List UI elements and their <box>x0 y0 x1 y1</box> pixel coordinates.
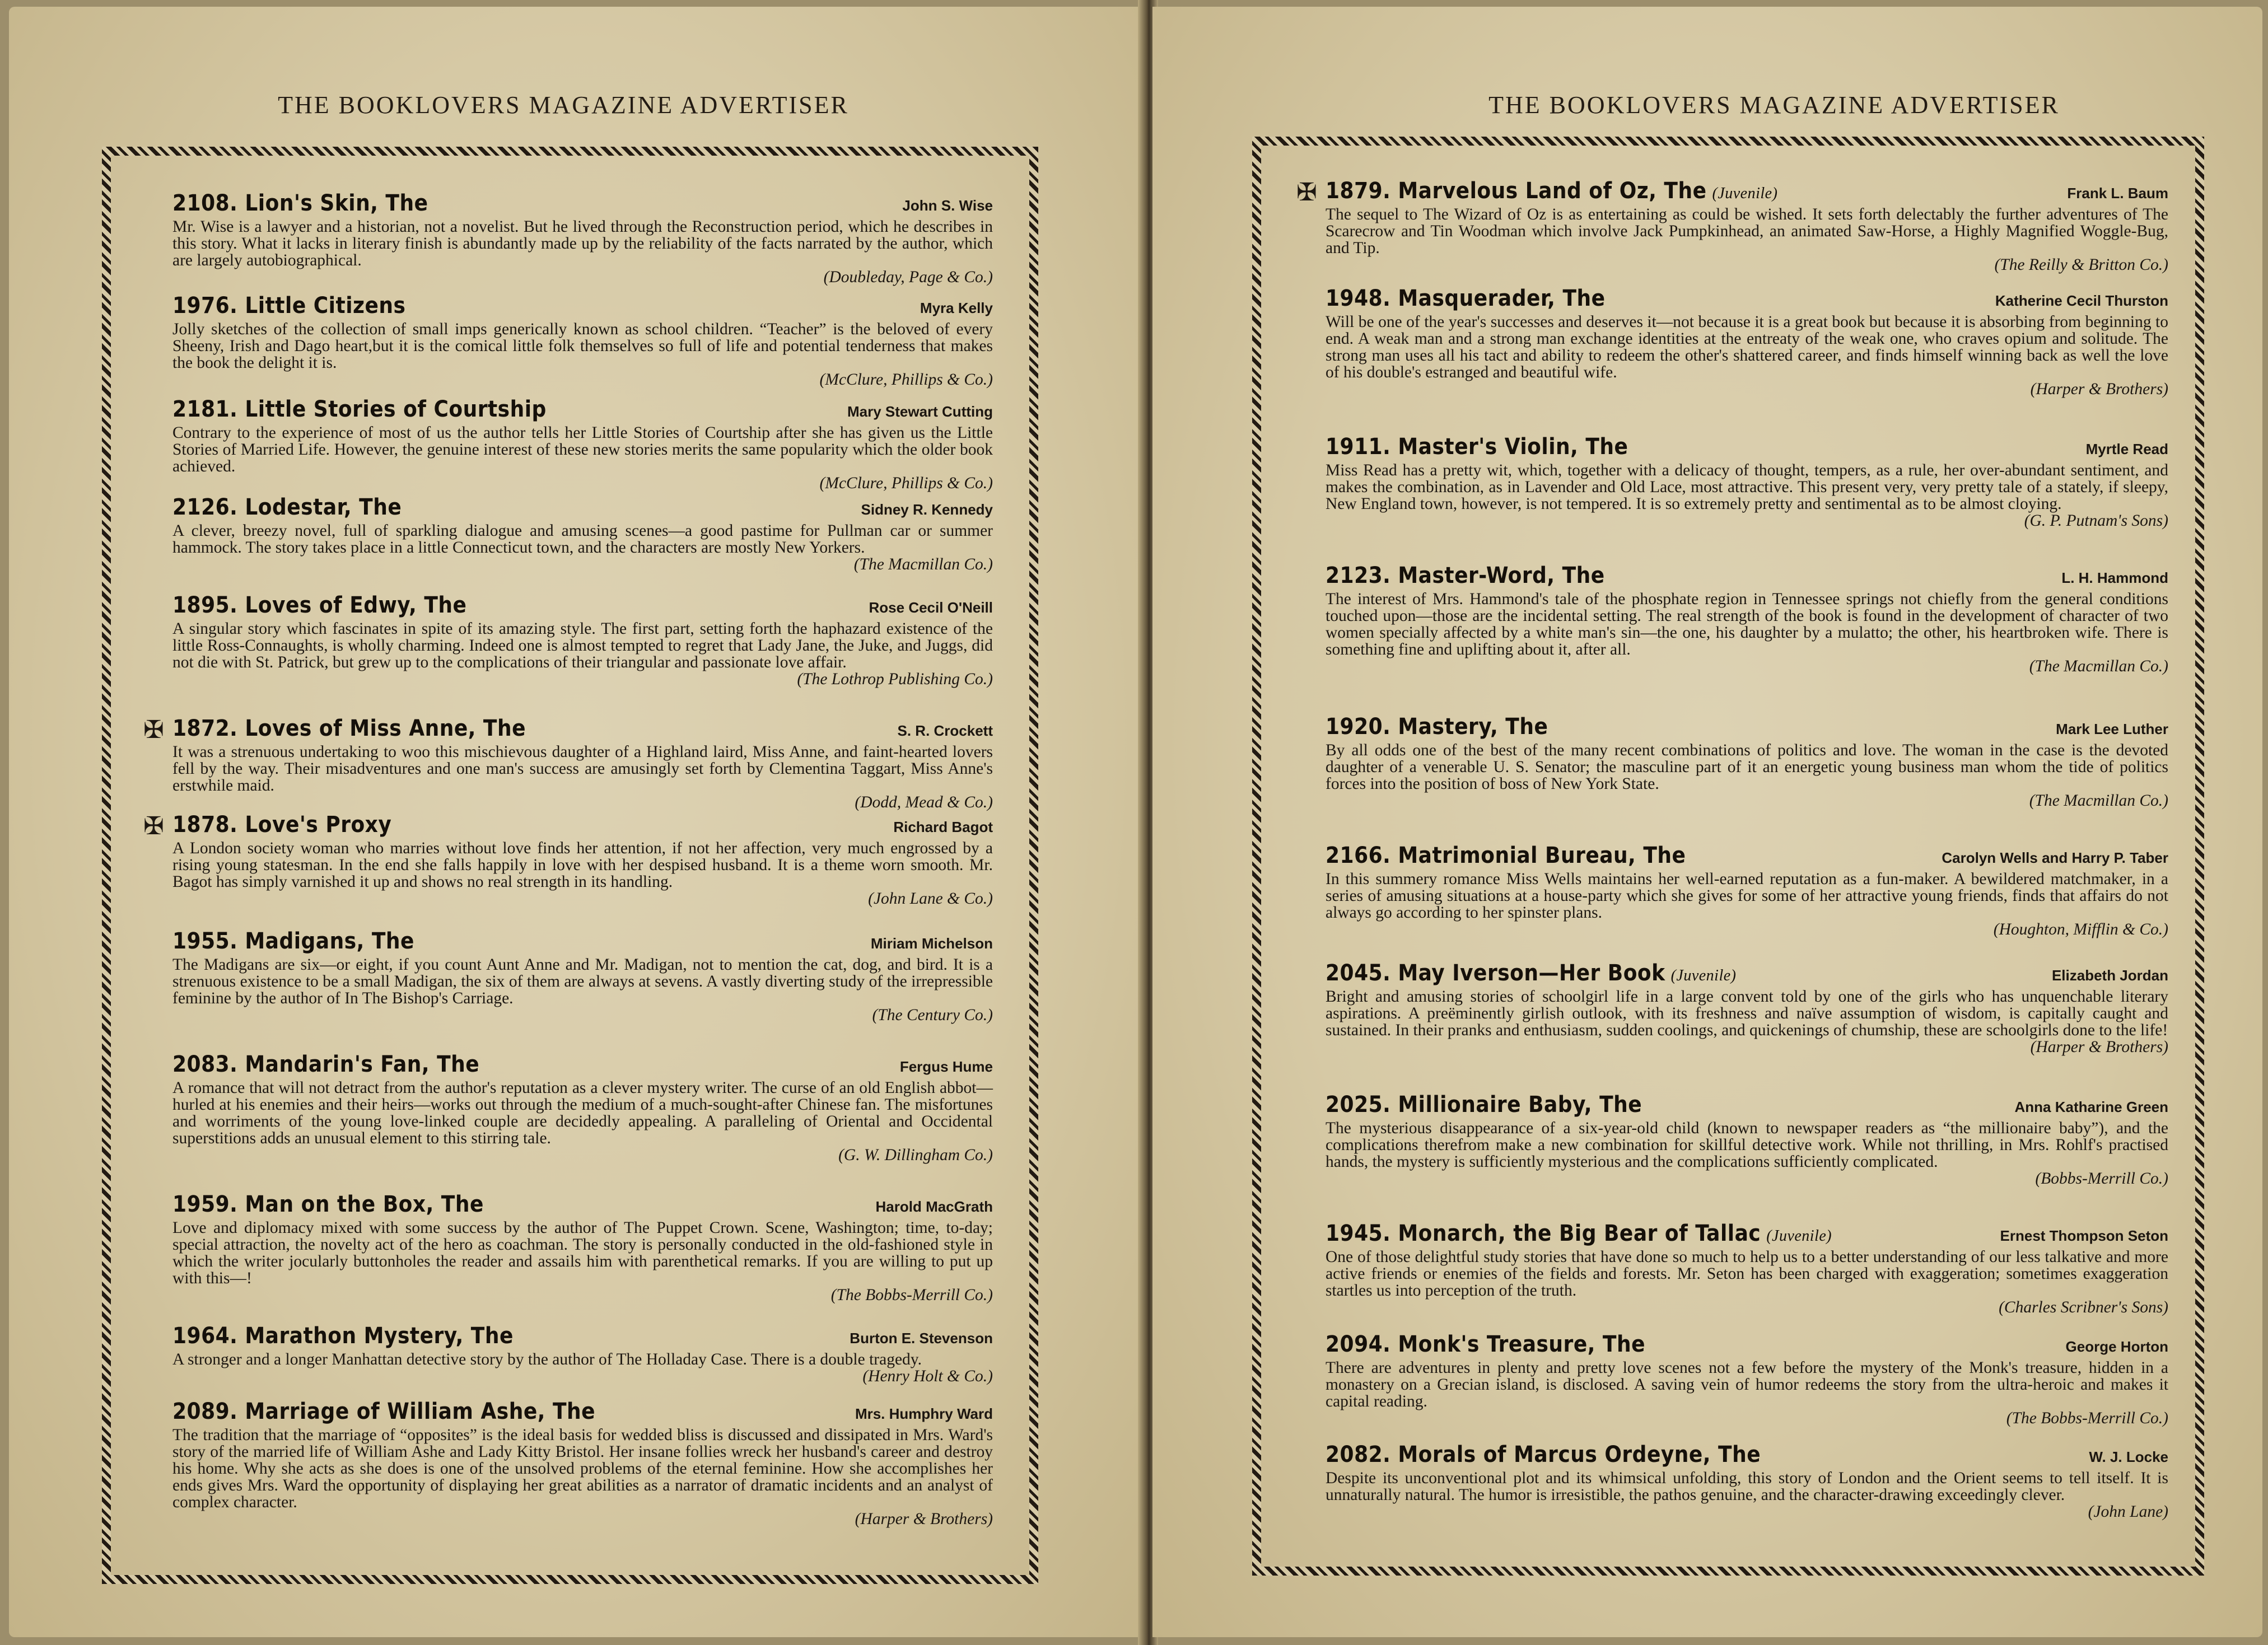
book-description: A stronger and a longer Manhattan detective story by the author of The Holladay Case. There is a double tragedy. <box>172 1350 922 1368</box>
book-description: Love and diplomacy mixed with some success by the author of The Puppet Crown. Scene, Washington; time, to-day; special attraction, the novelty act of the hero as coachman. The story is personally conducted in the old-fashioned style in which the writer jocularly buttonholes the reader and assails him with parenthetical remarks. If you are willing to put up with this—! <box>172 1219 993 1287</box>
book-description: Bright and amusing stories of schoolgirl life in a large convent told by one of the girls who has unquenchable literary aspirations. A preëminently girlish outlook, with its freshness and naïve assumption of wisdom, is capitally caught and sustained. In their pranks and enthusiasm, sudden coolings, and quickenings of chumship, these are schoolgirls done to the life! <box>1326 988 2168 1039</box>
book-author: Myra Kelly <box>920 300 993 316</box>
book-author: Fergus Hume <box>899 1058 993 1075</box>
book-author: Mrs. Humphry Ward <box>855 1405 993 1422</box>
book-publisher: (Charles Scribner's Sons) <box>1999 1298 2168 1316</box>
book-description: In this summery romance Miss Wells maintains her well-earned reputation as a fun-maker. A bewildered matchmaker, in a series of amusing situations at a house-party which she gives for some of her attractive young friends, finds that affairs do not always go according to her spinster plans. <box>1326 870 2168 922</box>
book-entry <box>1326 843 2168 938</box>
book-author: Katherine Cecil Thurston <box>1995 292 2168 309</box>
book-publisher: (Harper & Brothers) <box>2030 380 2168 398</box>
left-page <box>9 7 1148 1637</box>
book-title: 1964. Marathon Mystery, The <box>172 1323 514 1349</box>
book-publisher: (John Lane & Co.) <box>868 890 993 908</box>
book-title: 2089. Marriage of William Ashe, The <box>172 1399 596 1424</box>
book-publisher: (The Lothrop Publishing Co.) <box>797 670 993 688</box>
book-author: Sidney R. Kennedy <box>861 501 993 518</box>
book-entry <box>172 494 993 573</box>
ornamental-border-right <box>1252 137 2204 1576</box>
book-publisher: (The Macmillan Co.) <box>2029 657 2168 675</box>
book-title: 1945. Monarch, the Big Bear of Tallac <box>1326 1221 1761 1246</box>
book-description: A London society woman who marries without love finds her attention, if not her affection, very much engrossed by a rising young statesman. In the end she falls happily in love with her despised husband. It is a theme worn smooth. Mr. Bagot has simply varnished it up and shows no real strength in its handling. <box>172 839 993 891</box>
book-entry <box>172 1191 993 1303</box>
book-entry <box>172 1323 993 1385</box>
book-publisher: (The Bobbs-Merrill Co.) <box>2006 1409 2168 1427</box>
book-author: Elizabeth Jordan <box>2051 967 2168 984</box>
book-title: 1911. Master's Violin, The <box>1326 434 1628 460</box>
book-publisher: (The Bobbs-Merrill Co.) <box>830 1286 993 1304</box>
book-author: Mark Lee Luther <box>2056 721 2168 737</box>
ornamental-border-left <box>102 147 1038 1584</box>
cross-mark-icon: ✠ <box>143 716 164 744</box>
book-description: By all odds one of the best of the many recent combinations of politics and love. The woman in the case is the devoted daughter of a venerable U. S. Senator; the masculine part of it an energetic young business man whom the tide of politics forces into the position of boss of New York State. <box>1326 741 2168 793</box>
book-description: Jolly sketches of the collection of small imps generically known as school children. “Teacher” is the beloved of every Sheeny, Irish and Dago heart,but it is the comical little folk themselves so full of life and potential tenderness that makes the book the delight it is. <box>172 320 993 372</box>
book-title: 1976. Little Citizens <box>172 293 406 319</box>
book-publisher: (Houghton, Mifflin & Co.) <box>1993 920 2168 938</box>
book-publisher: (The Macmillan Co.) <box>2029 792 2168 810</box>
book-title: 1895. Loves of Edwy, The <box>172 592 467 618</box>
book-entry <box>1326 1442 2168 1520</box>
book-title: 1878. Love's Proxy <box>172 812 392 838</box>
book-entry <box>1326 960 2168 1055</box>
book-description: The interest of Mrs. Hammond's tale of the phosphate region in Tennessee springs not chiefly from the general conditions touched upon—those are the incidental setting. The real strength of the book is found in the development of character of two women specially affected by a white man's sin—the one, his daughter by a mulatto; the other, his heartbroken wife. There is something fine and uplifting about it, after all. <box>1326 590 2168 658</box>
book-publisher: (Harper & Brothers) <box>855 1510 993 1528</box>
juvenile-tag: (Juvenile) <box>1766 1227 1832 1245</box>
book-title: 2166. Matrimonial Bureau, The <box>1326 843 1686 868</box>
book-title: 1948. Masquerader, The <box>1326 286 1606 311</box>
book-title: 1872. Loves of Miss Anne, The <box>172 716 526 741</box>
book-publisher: (Dodd, Mead & Co.) <box>855 793 993 811</box>
book-title: 2082. Morals of Marcus Ordeyne, The <box>1326 1442 1761 1468</box>
book-author: Frank L. Baum <box>2067 185 2168 202</box>
book-description: A romance that will not detract from the author's reputation as a clever mystery writer. The curse of an old English abbot—hurled at his enemies and their heirs—works out through the medium of a much-sought-after Chinese fan. The misfortunes and worriments of the young love-linked couple are decidedly appealing. A paralleling of Oriental and Occidental superstitions adds an unusual element to this stirring tale. <box>172 1079 993 1147</box>
book-entry <box>172 293 993 388</box>
book-title: 2094. Monk's Treasure, The <box>1326 1331 1646 1357</box>
book-title: 2083. Mandarin's Fan, The <box>172 1052 480 1077</box>
book-author: Rose Cecil O'Neill <box>869 599 993 616</box>
book-author: Ernest Thompson Seton <box>2000 1227 2168 1244</box>
book-publisher: (McClure, Phillips & Co.) <box>819 371 993 389</box>
juvenile-tag: (Juvenile) <box>1712 185 1778 202</box>
book-author: W. J. Locke <box>2089 1448 2168 1465</box>
book-publisher: (G. W. Dillingham Co.) <box>838 1146 993 1164</box>
running-head-right: THE BOOKLOVERS MAGAZINE ADVERTISER <box>1488 91 2060 119</box>
book-author: L. H. Hammond <box>2061 569 2168 586</box>
right-page <box>1152 7 2262 1637</box>
book-title: 1920. Mastery, The <box>1326 714 1548 740</box>
cross-mark-icon: ✠ <box>1296 178 1317 207</box>
book-publisher: (Doubleday, Page & Co.) <box>823 268 993 286</box>
book-author: Burton E. Stevenson <box>850 1330 993 1347</box>
juvenile-tag: (Juvenile) <box>1670 967 1737 984</box>
book-description: Despite its unconventional plot and its whimsical unfolding, this story of London and the Orient seems to tell itself. It is unnaturally natural. The humor is irresistible, the pathos genuine, and the character-drawing exceedingly clever. <box>1326 1469 2168 1504</box>
book-description: A clever, breezy novel, full of sparkling dialogue and amusing scenes—a good pastime for Pullman car or summer hammock. The story takes place in a little Connecticut town, and the characters are mostly New Yorkers. <box>172 522 993 557</box>
book-description: It was a strenuous undertaking to woo this mischievous daughter of a Highland laird, Miss Anne, and faint-hearted lovers fell by the way. Their misadventures and one man's success are amusingly set forth by Clementina Taggart, Miss Anne's erstwhile maid. <box>172 743 993 795</box>
book-title: 2126. Lodestar, The <box>172 494 402 520</box>
book-publisher: (Henry Holt & Co.) <box>862 1367 993 1385</box>
book-entry <box>172 592 993 688</box>
book-title: 2181. Little Stories of Courtship <box>172 396 547 422</box>
book-author: Carolyn Wells and Harry P. Taber <box>1942 849 2168 866</box>
book-entry <box>1326 1221 2168 1316</box>
running-head-left: THE BOOKLOVERS MAGAZINE ADVERTISER <box>278 91 849 119</box>
book-entry <box>1326 1092 2168 1187</box>
book-publisher: (Bobbs-Merrill Co.) <box>2035 1170 2168 1188</box>
book-author: Mary Stewart Cutting <box>847 403 993 420</box>
book-title: 1959. Man on the Box, The <box>172 1191 484 1217</box>
book-author: Harold MacGrath <box>875 1198 993 1215</box>
book-description: Mr. Wise is a lawyer and a historian, not a novelist. But he lived through the Reconstruction period, which he describes in this story. What it lacks in literary finish is abundantly made up by the reliability of the facts narrated by the author, which are largely autobiographical. <box>172 218 993 269</box>
book-publisher: (John Lane) <box>2088 1503 2168 1521</box>
book-title: 1879. Marvelous Land of Oz, The <box>1326 178 1707 204</box>
book-description: The sequel to The Wizard of Oz is as entertaining as could be wished. It sets forth delectably the further adventures of The Scarecrow and Tin Woodman which involve Jack Pumpkinhead, an animated Saw-Horse, a Highly Magnified Woggle-Bug, and Tip. <box>1326 205 2168 257</box>
book-entry <box>1296 178 2168 274</box>
book-title: 2108. Lion's Skin, The <box>172 190 428 216</box>
book-entry <box>172 1399 993 1527</box>
book-author: George Horton <box>2065 1338 2168 1355</box>
book-description: The tradition that the marriage of “opposites” is the ideal basis for wedded bliss is discussed and dissipated in Mrs. Ward's story of the married life of William Ashe and Lady Kitty Bristol. Her insane follies wreck her husband's career and destroy his home. Why she acts as she does is one of the unsolved problems of the eternal feminine. How she accomplishes her ends gives Mrs. Ward the opportunity of displaying her great abilities as a narrator of dramatic incidents and an analyst of complex character. <box>172 1426 993 1511</box>
book-entry <box>1326 1331 2168 1427</box>
book-entry <box>143 716 993 811</box>
book-description: Will be one of the year's successes and deserves it—not because it is a great book but because it is absorbing from beginning to end. A weak man and a strong man exchange identities at the entreaty of the weak one, who craves opium and solitude. The strong man uses all his tact and ability to redeem the other's shattered career, and finds himself winning back as well the love of his double's estranged and beautiful wife. <box>1326 313 2168 381</box>
book-entry <box>172 928 993 1024</box>
book-author: Richard Bagot <box>893 819 993 835</box>
book-publisher: (The Century Co.) <box>872 1006 993 1024</box>
book-description: Miss Read has a pretty wit, which, together with a delicacy of thought, tempers, as a rule, her over-abundant sentiment, and makes the combination, as in Lavender and Old Lace, most attractive. This present very, very pretty tale of a stately, if sleepy, New England town, however, is not tempered. It is so extremely pretty and sentimental as to be almost cloying. <box>1326 461 2168 513</box>
book-title: 2025. Millionaire Baby, The <box>1326 1092 1642 1118</box>
book-publisher: (The Macmillan Co.) <box>853 555 993 573</box>
book-description: The mysterious disappearance of a six-year-old child (known to newspaper readers as “the millionaire baby”), and the complications therefrom make a new combination for skillful detective work. While not thrilling, in Mrs. Rohlf's practised hands, the mystery is sufficiently mysterious and the complications sufficiently complicated. <box>1326 1119 2168 1171</box>
book-author: John S. Wise <box>902 197 993 214</box>
book-description: A singular story which fascinates in spite of its amazing style. The first part, setting forth the haphazard existence of the little Ross-Connaughts, is wholly charming. Indeed one is almost tempted to regret that Lady Jane, the Juke, and Juggs, did not die with St. Patrick, but grew up to the complications of their triangular and passionate love affair. <box>172 620 993 671</box>
book-title: 2123. Master-Word, The <box>1326 563 1605 588</box>
book-description: The Madigans are six—or eight, if you count Aunt Anne and Mr. Madigan, not to mention the cat, dog, and bird. It is a strenuous existence to be a small Madigan, the six of them are always at sevens. A vastly diverting study of the irrepressible feminine by the author of In The Bishop's Carriage. <box>172 956 993 1007</box>
book-entry <box>172 396 993 492</box>
book-entry <box>172 1052 993 1163</box>
book-publisher: (McClure, Phillips & Co.) <box>819 474 993 492</box>
book-entry <box>143 812 993 908</box>
book-title: 2045. May Iverson—Her Book <box>1326 960 1665 986</box>
book-entry <box>1326 434 2168 529</box>
book-entry <box>1326 563 2168 675</box>
book-publisher: (G. P. Putnam's Sons) <box>2024 512 2168 530</box>
book-author: Myrtle Read <box>2085 441 2168 457</box>
book-author: S. R. Crockett <box>897 722 993 739</box>
book-publisher: (Harper & Brothers) <box>2030 1038 2168 1056</box>
book-entry <box>172 190 993 286</box>
book-publisher: (The Reilly & Britton Co.) <box>1994 256 2168 274</box>
book-author: Anna Katharine Green <box>2014 1099 2168 1115</box>
book-author: Miriam Michelson <box>870 935 993 952</box>
book-entry <box>1326 286 2168 398</box>
book-description: One of those delightful study stories that have done so much to help us to a better understanding of our less talkative and more active friends or enemies of the fields and forests. Mr. Seton has been charged with exaggeration; sometimes exaggeration startles us into perception of the truth. <box>1326 1248 2168 1300</box>
book-entry <box>1326 714 2168 809</box>
cross-mark-icon: ✠ <box>143 812 164 840</box>
book-description: There are adventures in plenty and pretty love scenes not a few before the mystery of the Monk's treasure, hidden in a monastery on a Grecian island, is disclosed. A saving vein of humor redeems the story from the ultra-heroic and makes it capital reading. <box>1326 1359 2168 1410</box>
book-title: 1955. Madigans, The <box>172 928 414 954</box>
book-description: Contrary to the experience of most of us the author tells her Little Stories of Courtship after she has given us the Little Stories of Married Life. However, the genuine interest of these new stories merits the same popularity which the older book achieved. <box>172 424 993 475</box>
